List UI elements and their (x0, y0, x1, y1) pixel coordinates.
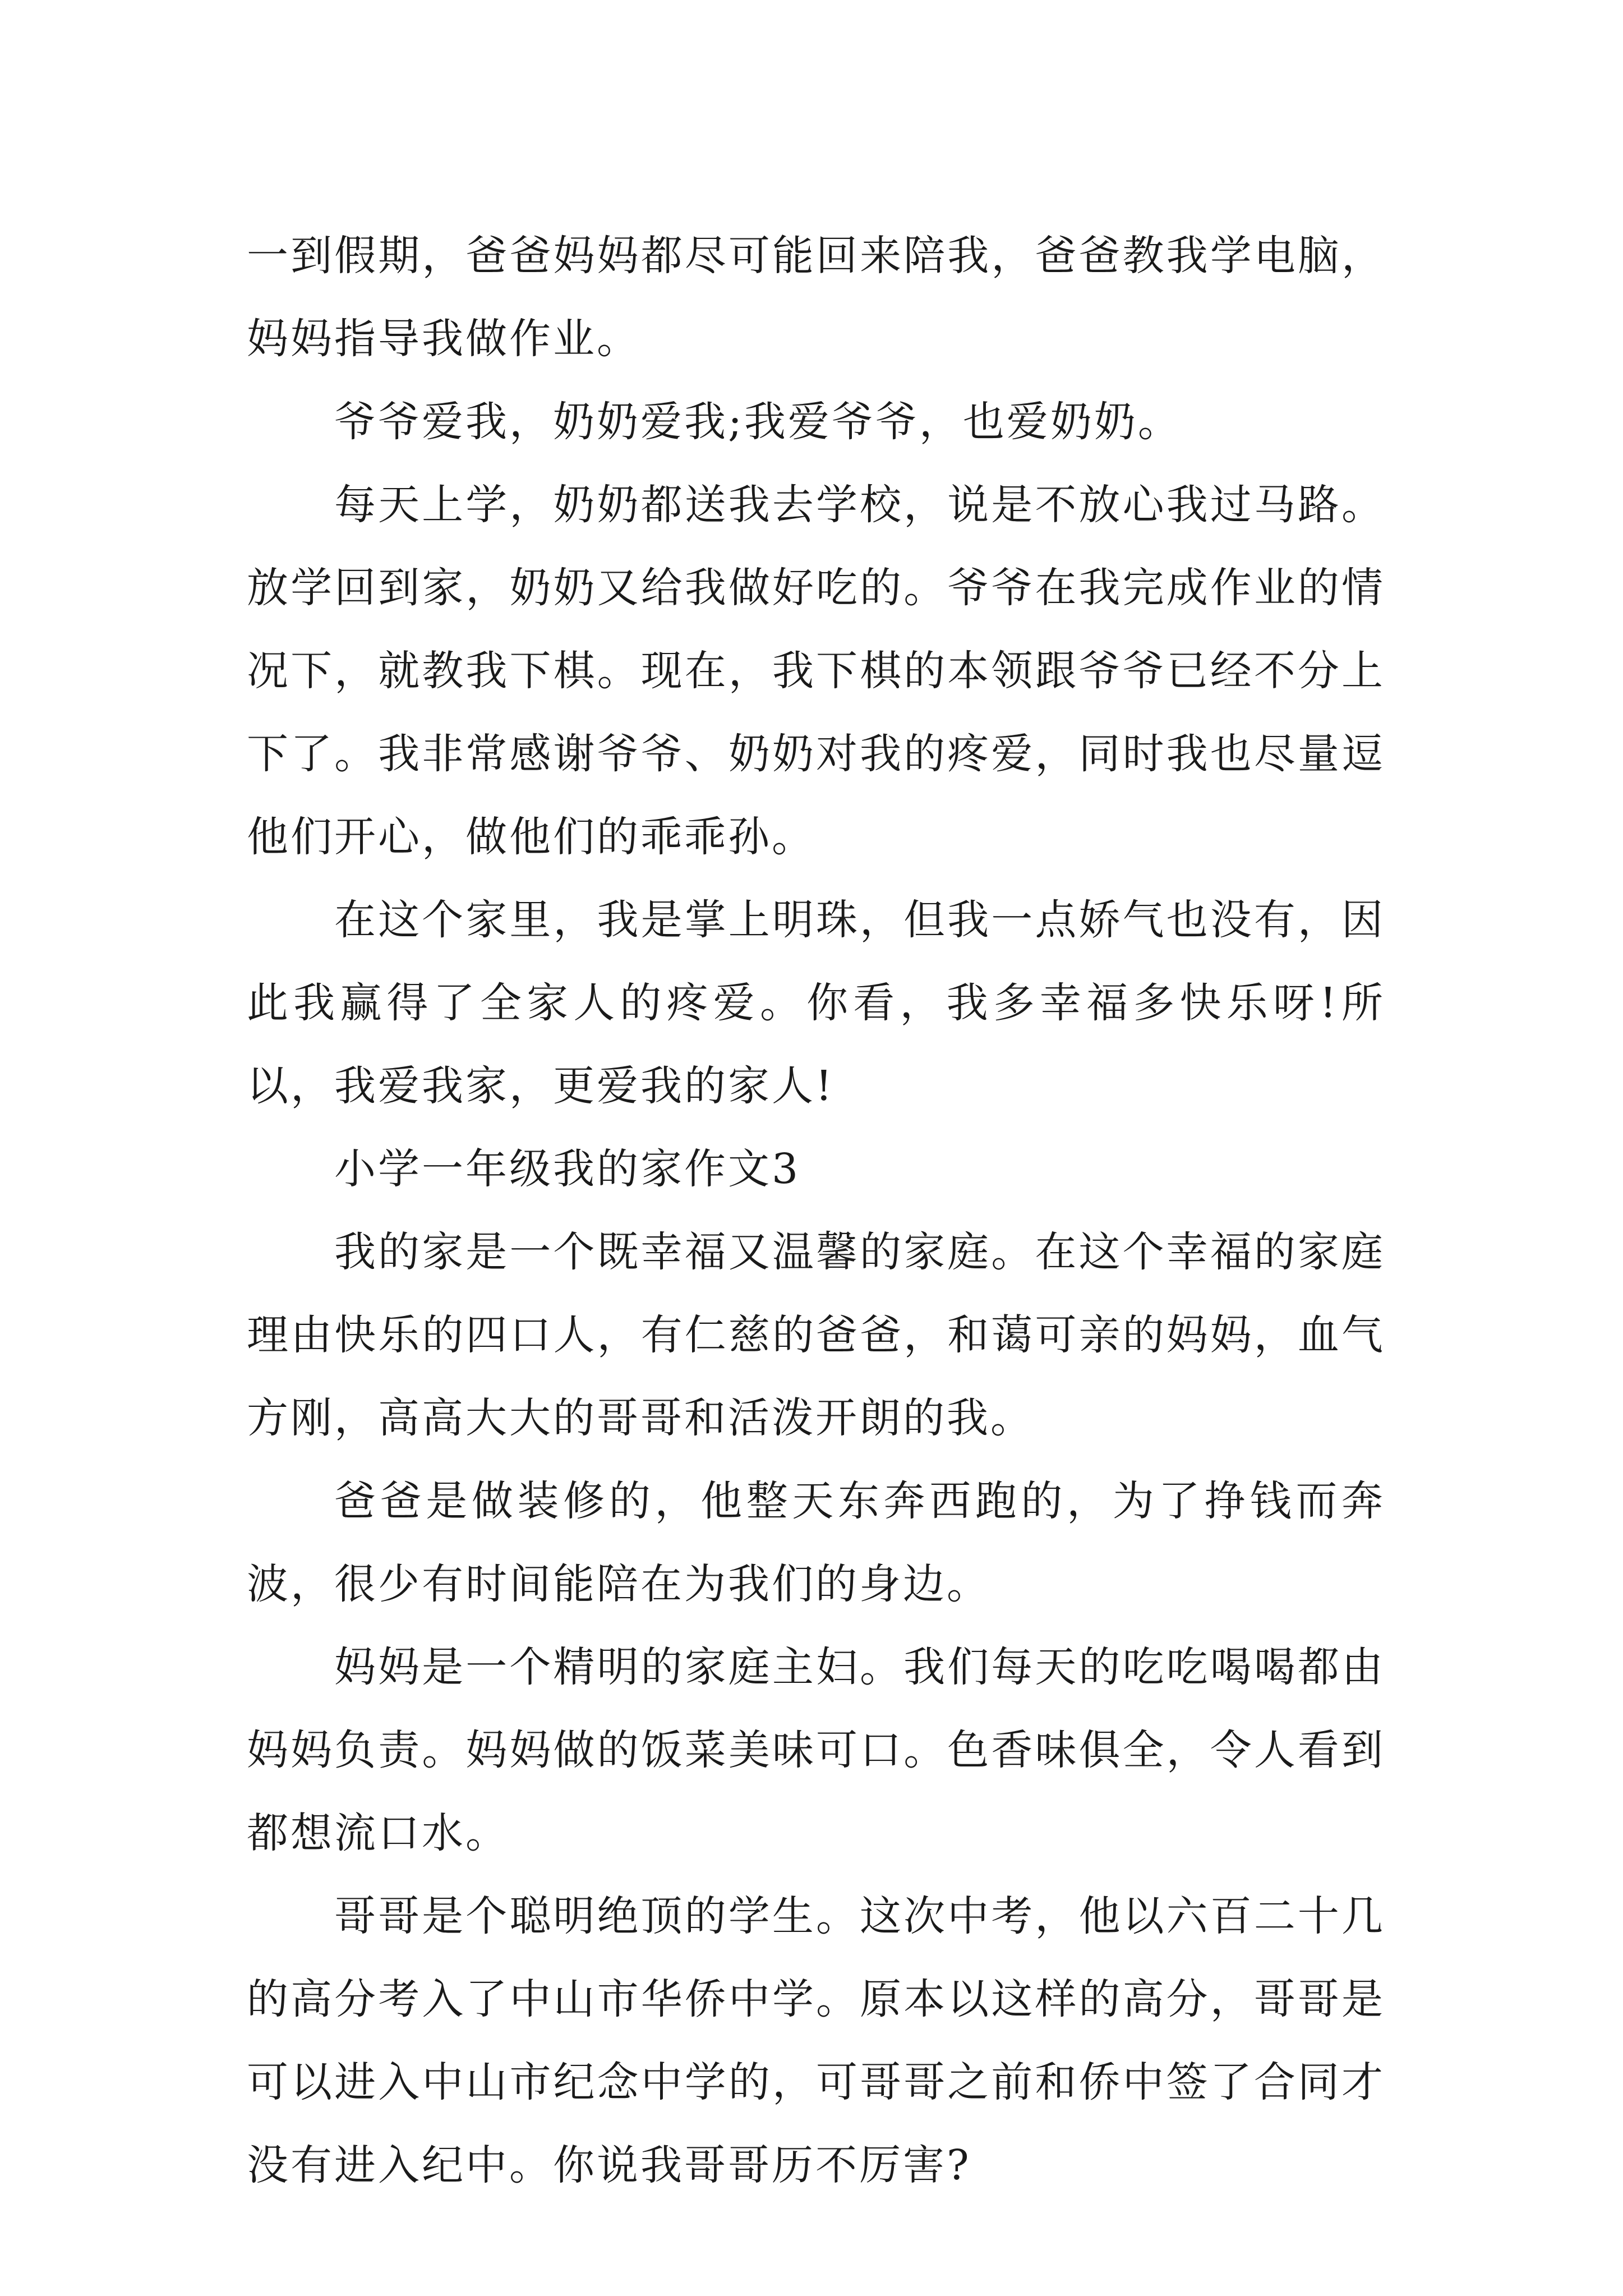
paragraph-2: 爷爷爱我，奶奶爱我;我爱爷爷，也爱奶奶。 (334, 398, 1182, 446)
paragraph-6: 爸爸是做装修的，他整天东奔西跑的，为了挣钱而奔波，很少有时间能陪在为我们的身边。 (247, 1477, 1385, 1608)
paragraph-7: 妈妈是一个精明的家庭主妇。我们每天的吃吃喝喝都由妈妈负责。妈妈做的饭菜美味可口。色香味俱全，令人看到都想流口水。 (247, 1643, 1385, 1857)
paragraph-8: 哥哥是个聪明绝顶的学生。这次中考，他以六百二十几的高分考入了中山市华侨中学。原本以这样的高分，哥哥是可以进入中山市纪念中学的，可哥哥之前和侨中签了合同才没有进入纪中。你说我哥哥历不厉害? (247, 1892, 1385, 2189)
document-body (247, 214, 1385, 2207)
paragraph-3: 每天上学，奶奶都送我去学校，说是不放心我过马路。放学回到家，奶奶又给我做好吃的。爷爷在我完成作业的情况下，就教我下棋。现在，我下棋的本领跟爷爷已经不分上下了。我非常感谢爷爷、奶奶对我的疼爱，同时我也尽量逗他们开心，做他们的乖乖孙。 (247, 481, 1385, 861)
paragraph-1: 一到假期，爸爸妈妈都尽可能回来陪我，爸爸教我学电脑，妈妈指导我做作业。 (247, 232, 1385, 363)
paragraph-4: 在这个家里，我是掌上明珠，但我一点娇气也没有，因此我赢得了全家人的疼爱。你看，我多幸福多快乐呀!所以，我爱我家，更爱我的家人! (247, 896, 1385, 1110)
paragraph-5: 我的家是一个既幸福又温馨的家庭。在这个幸福的家庭理由快乐的四口人，有仁慈的爸爸，和蔼可亲的妈妈，血气方刚，高高大大的哥哥和活泼开朗的我。 (247, 1228, 1385, 1442)
section-heading: 小学一年级我的家作文3 (334, 1145, 801, 1193)
